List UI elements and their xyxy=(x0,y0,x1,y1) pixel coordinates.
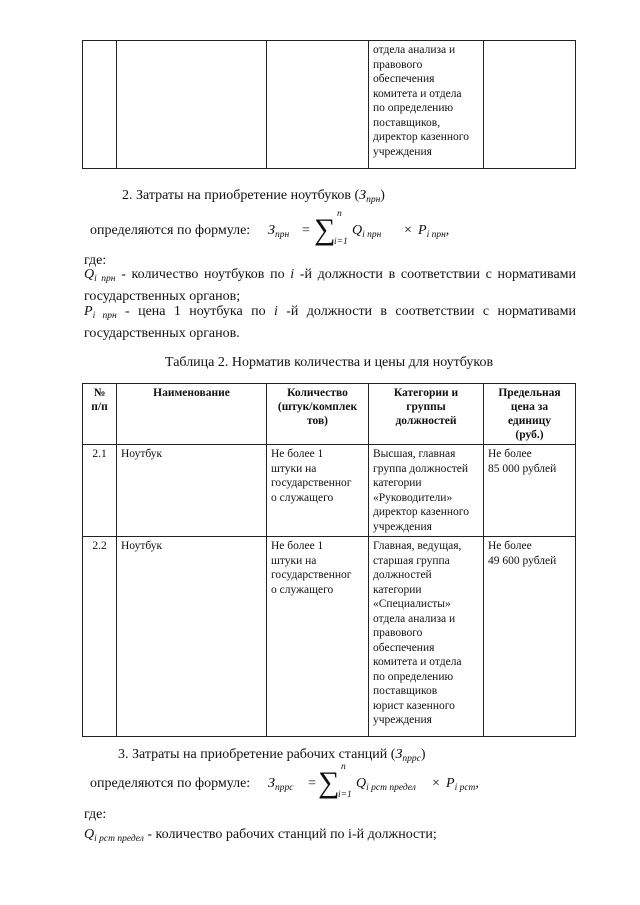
table-row xyxy=(83,445,576,537)
lhs-sub: прн xyxy=(274,230,290,240)
line: Не более 1 xyxy=(271,540,324,552)
top-table-cell-qty xyxy=(267,41,369,169)
top-table-cell-category xyxy=(369,41,484,169)
def1-rest: -й должности в соответствии с нормативами государственных органов; xyxy=(84,267,577,304)
formula-p xyxy=(446,776,479,793)
formula-lhs xyxy=(268,776,293,793)
row-quantity xyxy=(267,537,369,737)
def2-rest: -й должности в соответствии с нормативами государственных органов. xyxy=(84,304,576,341)
section2-heading xyxy=(122,187,385,209)
formula-eq: = xyxy=(302,223,310,238)
row-price xyxy=(484,537,576,737)
formula-eq: = xyxy=(308,776,316,791)
row-quantity xyxy=(267,445,369,537)
line: правового xyxy=(373,627,423,639)
sum-upper: n xyxy=(341,762,346,772)
line: «Специалисты» xyxy=(373,598,451,610)
line: (штук/комплек xyxy=(277,401,358,413)
heading-sub: прн xyxy=(366,195,381,205)
heading-symbol: З xyxy=(395,747,403,762)
top-table-cell-name xyxy=(117,41,267,169)
formula-end: , xyxy=(475,776,479,791)
line: директор казенного xyxy=(373,131,469,143)
heading-text: 2. Затраты на приобретение ноутбуков ( xyxy=(122,188,360,203)
def2-i: i xyxy=(273,304,278,319)
sum-lower: i=1 xyxy=(338,790,352,800)
sum-upper: n xyxy=(337,209,342,219)
line: категории xyxy=(373,477,422,489)
heading-sub: пррс xyxy=(402,754,421,764)
line: Наименование xyxy=(153,387,230,399)
line: отдела анализа и xyxy=(373,612,456,625)
line: юрист казенного xyxy=(373,699,455,712)
line: должностей xyxy=(373,569,432,581)
line: директор казенного xyxy=(373,506,469,518)
sum-sign: ∑ xyxy=(318,766,340,799)
heading-text: 3. Затраты на приобретение рабочих станций ( xyxy=(118,747,396,762)
row-num: 2.2 xyxy=(83,537,117,737)
section3-where: где: xyxy=(84,807,107,822)
table2-header-row xyxy=(83,384,576,445)
row-num: 2.1 xyxy=(83,445,117,537)
def2-symbol: P xyxy=(84,304,93,319)
line: поставщиков, xyxy=(373,116,441,129)
line: по определению xyxy=(373,670,454,683)
table2 xyxy=(82,383,576,737)
line: отдела анализа и xyxy=(373,44,456,56)
line: Предельная xyxy=(498,387,561,399)
header-quantity xyxy=(267,384,369,445)
row-price xyxy=(484,445,576,537)
formula-p xyxy=(418,223,449,240)
p-sub: i рст xyxy=(454,783,476,793)
line: штуки на xyxy=(271,462,317,475)
def2-sub: i прн xyxy=(92,311,117,321)
row-category xyxy=(369,445,484,537)
def1-symbol: Q xyxy=(84,827,95,842)
heading-symbol: З xyxy=(359,188,367,203)
line: должностей xyxy=(395,415,457,427)
top-table xyxy=(82,40,576,169)
line: государственног xyxy=(271,477,352,489)
section2-def1 xyxy=(84,266,576,306)
line: п/п xyxy=(91,401,108,413)
def1-sub: i прн xyxy=(94,274,116,284)
p-symbol: P xyxy=(418,223,427,238)
top-table-cell-num xyxy=(83,41,117,169)
heading-close: ) xyxy=(420,747,426,762)
line: учреждения xyxy=(373,520,432,533)
line: штуки на xyxy=(271,554,317,567)
def2-text: - цена 1 ноутбука по xyxy=(116,304,274,319)
line: о служащего xyxy=(271,583,334,596)
section2-where: где: xyxy=(84,253,107,268)
line: Не более xyxy=(488,448,532,460)
line: государственног xyxy=(271,569,352,581)
formula-times: × xyxy=(432,776,440,791)
p-symbol: P xyxy=(446,776,455,791)
line: Количество xyxy=(287,387,348,399)
line: старшая группа xyxy=(373,554,450,567)
row-name: Ноутбук xyxy=(117,537,267,737)
section2-def2 xyxy=(84,303,576,343)
line: «Руководители» xyxy=(373,491,453,504)
section3-heading xyxy=(118,746,426,768)
table-row xyxy=(83,537,576,737)
header-price xyxy=(484,384,576,445)
q-sub: i прн xyxy=(362,230,382,240)
formula-q xyxy=(356,776,416,793)
def1-i: i xyxy=(290,267,295,282)
lhs-symbol: З xyxy=(268,223,275,238)
formula-q xyxy=(352,223,381,240)
header-categories xyxy=(369,384,484,445)
heading-close: ) xyxy=(380,188,385,203)
def1-text: - количество рабочих станций по i-й должности; xyxy=(143,827,437,842)
line: группы xyxy=(406,401,446,413)
line: комитета и отдела xyxy=(373,656,462,668)
line: учреждения xyxy=(373,145,432,158)
line: 49 600 рублей xyxy=(488,554,557,567)
line: поставщиков xyxy=(373,685,438,697)
q-symbol: Q xyxy=(352,223,363,238)
line: правового xyxy=(373,58,423,71)
sum-sign: ∑ xyxy=(314,213,336,246)
line: (руб.) xyxy=(515,429,544,441)
def1-text: - количество ноутбуков по xyxy=(115,267,291,282)
formula-end: , xyxy=(445,223,450,238)
line: цена за xyxy=(510,401,549,413)
section3-def1 xyxy=(84,826,576,848)
formula-intro: определяются по формуле: xyxy=(90,223,251,238)
line: группа должностей xyxy=(373,462,469,475)
line: Категории и xyxy=(393,387,459,399)
header-num xyxy=(83,384,117,445)
section3-formula xyxy=(90,762,550,806)
line: Главная, ведущая, xyxy=(373,540,462,552)
table2-caption: Таблица 2. Норматив количества и цены для ноутбуков xyxy=(165,355,494,370)
section2-formula xyxy=(90,209,510,253)
row-name: Ноутбук xyxy=(117,445,267,537)
top-table-cell-price xyxy=(484,41,576,169)
def1-symbol: Q xyxy=(84,267,95,282)
lhs-sub: пррс xyxy=(274,783,294,793)
header-name xyxy=(117,384,267,445)
lhs-symbol: З xyxy=(268,776,275,791)
formula-times: × xyxy=(404,223,412,238)
q-symbol: Q xyxy=(356,776,367,791)
line: единицу xyxy=(507,415,552,427)
line: Не более 1 xyxy=(271,448,324,460)
def1-sub: i рст предел xyxy=(94,834,144,844)
formula-lhs xyxy=(268,223,289,240)
line: № xyxy=(93,387,106,399)
line: Высшая, главная xyxy=(373,448,456,460)
line: тов) xyxy=(306,415,328,427)
p-sub: i прн xyxy=(426,230,446,240)
formula-intro: определяются по формуле: xyxy=(90,776,251,791)
q-sub: i рст предел xyxy=(366,783,416,793)
row-category xyxy=(369,537,484,737)
sum-lower: i=1 xyxy=(334,237,348,247)
line: о служащего xyxy=(271,491,334,504)
line: учреждения xyxy=(373,714,432,726)
line: комитета и отдела xyxy=(373,87,462,100)
line: обеспечения xyxy=(373,73,435,85)
line: по определению xyxy=(373,102,454,114)
line: Не более xyxy=(488,540,532,552)
line: обеспечения xyxy=(373,641,435,654)
line: 85 000 рублей xyxy=(488,462,557,475)
line: категории xyxy=(373,583,422,596)
